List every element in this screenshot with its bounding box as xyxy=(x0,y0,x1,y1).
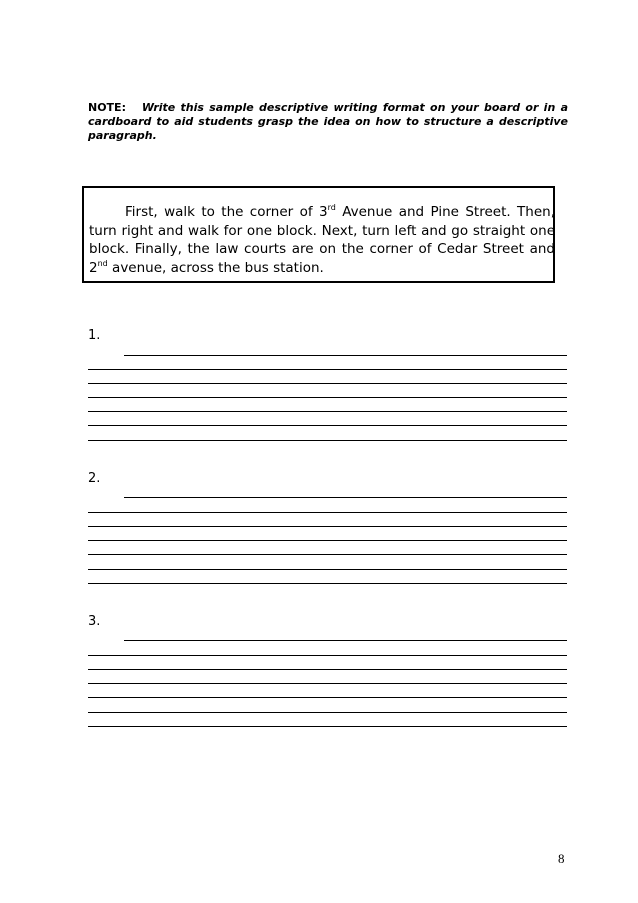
writing-line-2-6[interactable] xyxy=(88,569,567,570)
note-label: NOTE: xyxy=(88,101,126,114)
writing-line-3-7[interactable] xyxy=(88,726,567,727)
writing-line-1-3[interactable] xyxy=(88,383,567,384)
sample-paragraph-box xyxy=(82,186,555,283)
item-number-1: 1. xyxy=(88,328,101,343)
note-text: Write this sample descriptive writing format on your board or in a cardboard to aid students grasp the idea on how to structure a descriptive paragraph. xyxy=(88,101,568,142)
writing-line-2-2[interactable] xyxy=(88,512,567,513)
writing-line-3-3[interactable] xyxy=(88,669,567,670)
sample-paragraph-superscript-2: nd xyxy=(97,258,108,268)
sample-paragraph-superscript-1: rd xyxy=(327,203,336,212)
sample-paragraph-part-3: avenue, across the bus station. xyxy=(107,259,324,276)
writing-line-1-6[interactable] xyxy=(88,425,567,426)
writing-line-1-4[interactable] xyxy=(88,397,567,398)
writing-line-3-2[interactable] xyxy=(88,655,567,656)
writing-line-2-1[interactable] xyxy=(124,497,567,498)
writing-line-3-5[interactable] xyxy=(88,697,567,698)
writing-line-1-5[interactable] xyxy=(88,411,567,412)
writing-line-2-7[interactable] xyxy=(88,583,567,584)
writing-line-3-1[interactable] xyxy=(124,640,567,641)
writing-line-1-2[interactable] xyxy=(88,369,567,370)
item-number-3: 3. xyxy=(88,614,101,629)
writing-line-2-4[interactable] xyxy=(88,540,567,541)
writing-line-2-5[interactable] xyxy=(88,554,567,555)
sample-paragraph-part-2: Avenue and Pine Street. Then, turn right and walk for one block. Next, turn left and go straight one block. Finally, the law courts are on the corner of Cedar Street and 2 xyxy=(89,204,555,276)
sample-paragraph xyxy=(89,203,555,277)
note xyxy=(88,101,568,143)
writing-line-3-6[interactable] xyxy=(88,712,567,713)
writing-line-1-1[interactable] xyxy=(124,355,567,356)
writing-line-3-4[interactable] xyxy=(88,683,567,684)
sample-paragraph-part-1: First, walk to the corner of 3 xyxy=(125,204,328,220)
writing-line-1-7[interactable] xyxy=(88,440,567,441)
page-number: 8 xyxy=(558,851,565,866)
writing-line-2-3[interactable] xyxy=(88,526,567,527)
item-number-2: 2. xyxy=(88,471,101,486)
